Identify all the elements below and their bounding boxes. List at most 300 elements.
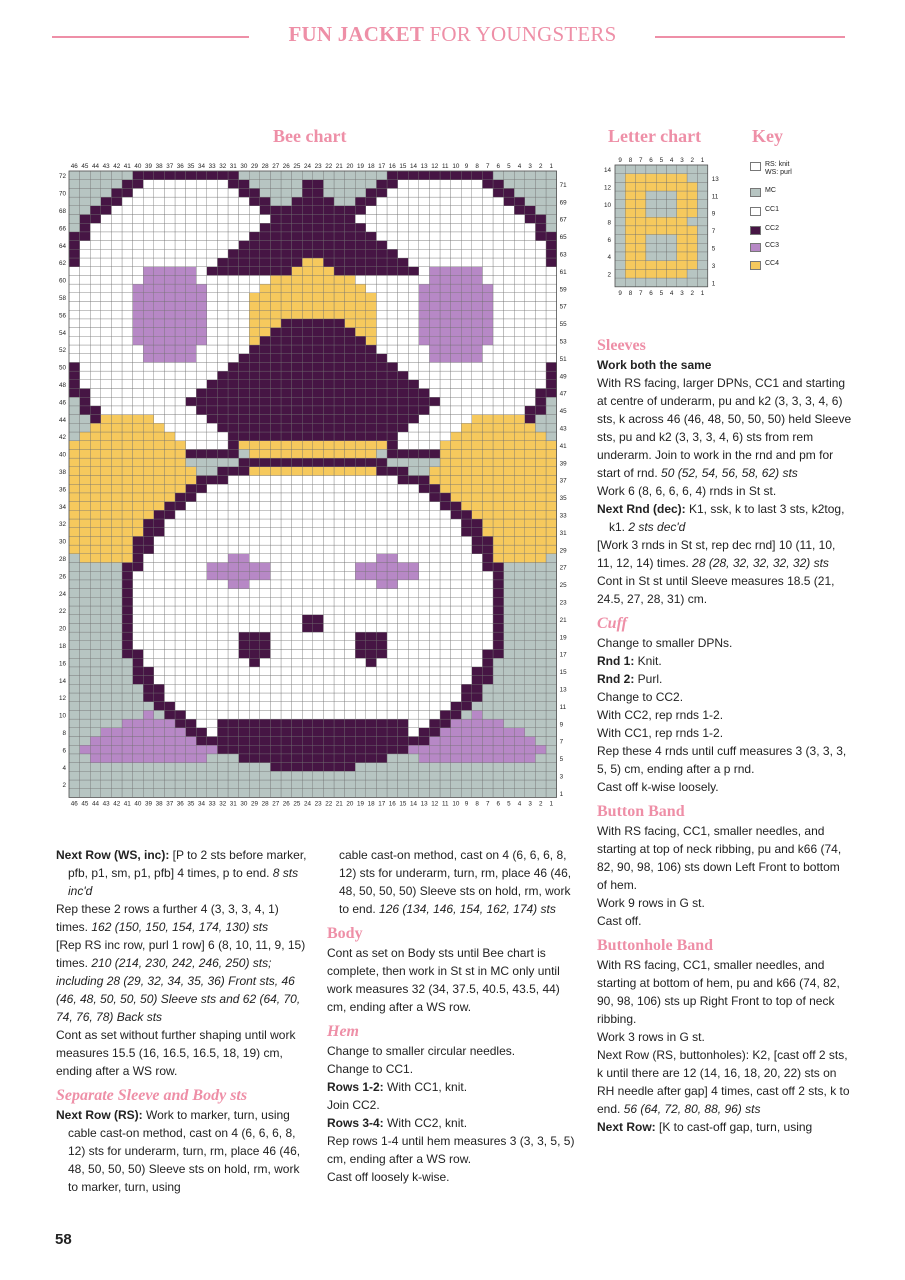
bee-cell	[514, 241, 525, 250]
bee-cell	[122, 728, 133, 737]
bee-cell	[260, 188, 271, 197]
bee-cell	[270, 319, 281, 328]
bee-cell	[535, 737, 546, 746]
bee-cell	[239, 293, 250, 302]
bee-cell	[228, 284, 239, 293]
bee-cell	[111, 354, 122, 363]
bee-cell	[270, 641, 281, 650]
bee-cell	[514, 528, 525, 537]
bee-cell	[281, 380, 292, 389]
bee-cell	[451, 545, 462, 554]
bee-cell	[175, 415, 186, 424]
bee-cell	[111, 171, 122, 180]
bee-cell	[101, 719, 112, 728]
rep2-result: 210 (214, 230, 242, 246, 250) sts; including 28 (29, 32, 34, 35, 36) Front sts, 46 (46, 48, 50, 50, 50) Sleeve sts and 62 (64, 70, 74, 76, 78) Back sts	[56, 956, 301, 1024]
bee-cell	[249, 589, 260, 598]
letter-cell	[677, 165, 687, 174]
bee-cell	[270, 745, 281, 754]
bee-cell	[398, 554, 409, 563]
bee-cell	[440, 267, 451, 276]
bee-cell	[323, 441, 334, 450]
bee-cell	[80, 719, 91, 728]
bee-cell	[313, 693, 324, 702]
bee-cell	[186, 545, 197, 554]
bee-cell	[302, 380, 313, 389]
bee-cell	[143, 415, 154, 424]
bee-cell	[493, 362, 504, 371]
bee-cell	[69, 667, 80, 676]
bee-cell	[143, 458, 154, 467]
bee-cell	[408, 397, 419, 406]
bee-cell	[419, 650, 430, 659]
bee-cell	[207, 249, 218, 258]
bee-cell	[482, 737, 493, 746]
bee-cell	[408, 771, 419, 780]
bee-cell	[239, 554, 250, 563]
rep1-result: 162 (150, 150, 154, 174, 130) sts	[91, 920, 269, 934]
bee-cell	[239, 397, 250, 406]
bee-cell	[313, 580, 324, 589]
bee-cell	[334, 319, 345, 328]
bee-cell	[69, 484, 80, 493]
bee-cell	[69, 380, 80, 389]
bee-cell	[408, 215, 419, 224]
bee-cell	[154, 223, 165, 232]
bee-cell	[355, 432, 366, 441]
bee-cell	[90, 789, 101, 798]
letter-row-number-right: 3	[711, 262, 716, 270]
letter-cell	[636, 191, 646, 200]
bee-cell	[355, 215, 366, 224]
bee-cell	[164, 188, 175, 197]
bee-cell	[429, 606, 440, 615]
bee-cell	[419, 632, 430, 641]
bee-cell	[302, 684, 313, 693]
bee-cell	[164, 650, 175, 659]
bee-cell	[260, 641, 271, 650]
bee-cell	[376, 615, 387, 624]
bee-cell	[535, 223, 546, 232]
bee-cell	[472, 484, 483, 493]
bee-col-number-bottom: 23	[314, 800, 322, 808]
bee-cell	[122, 345, 133, 354]
bee-cell	[186, 484, 197, 493]
bee-cell	[249, 728, 260, 737]
bee-cell	[355, 362, 366, 371]
right-column	[597, 330, 852, 1136]
bee-cell	[398, 563, 409, 572]
bee-cell	[504, 389, 515, 398]
bee-cell	[228, 641, 239, 650]
bee-cell	[525, 606, 536, 615]
bee-cell	[143, 371, 154, 380]
bee-cell	[154, 197, 165, 206]
bee-cell	[175, 476, 186, 485]
bee-cell	[313, 571, 324, 580]
bee-cell	[186, 267, 197, 276]
bee-cell	[451, 650, 462, 659]
bee-cell	[334, 606, 345, 615]
bee-cell	[355, 580, 366, 589]
bee-cell	[302, 249, 313, 258]
bee-cell	[249, 745, 260, 754]
bee-cell	[111, 302, 122, 311]
bee-cell	[196, 780, 207, 789]
bee-cell	[270, 284, 281, 293]
bee-cell	[355, 415, 366, 424]
bee-cell	[482, 615, 493, 624]
bee-cell	[376, 415, 387, 424]
bee-cell	[366, 275, 377, 284]
bee-cell	[398, 449, 409, 458]
bee-cell	[398, 354, 409, 363]
bee-cell	[186, 397, 197, 406]
bee-cell	[345, 241, 356, 250]
bee-cell	[504, 336, 515, 345]
bee-cell	[398, 241, 409, 250]
bee-cell	[249, 676, 260, 685]
bee-cell	[376, 171, 387, 180]
bee-cell	[472, 641, 483, 650]
bee-cell	[429, 171, 440, 180]
bee-cell	[440, 780, 451, 789]
bee-cell	[546, 223, 557, 232]
bee-cell	[398, 284, 409, 293]
bee-cell	[69, 580, 80, 589]
bee-cell	[90, 632, 101, 641]
bee-row-number-right: 13	[559, 686, 567, 694]
bee-cell	[80, 275, 91, 284]
bee-cell	[80, 171, 91, 180]
bee-cell	[546, 589, 557, 598]
bee-cell	[323, 423, 334, 432]
bee-row-number-left: 64	[58, 242, 66, 250]
bee-cell	[154, 249, 165, 258]
bee-cell	[504, 206, 515, 215]
bee-cell	[175, 519, 186, 528]
bee-cell	[313, 737, 324, 746]
bee-cell	[408, 371, 419, 380]
bee-cell	[154, 519, 165, 528]
bee-cell	[493, 310, 504, 319]
bee-cell	[398, 780, 409, 789]
bee-cell	[175, 232, 186, 241]
bee-cell	[355, 667, 366, 676]
bee-cell	[90, 397, 101, 406]
bee-cell	[270, 597, 281, 606]
bee-cell	[440, 302, 451, 311]
bee-cell	[525, 319, 536, 328]
bee-col-number-bottom: 13	[420, 800, 428, 808]
bee-col-number-top: 20	[346, 163, 354, 170]
bee-cell	[514, 754, 525, 763]
bee-cell	[69, 719, 80, 728]
bee-cell	[313, 710, 324, 719]
bee-cell	[302, 667, 313, 676]
bee-cell	[302, 745, 313, 754]
bee-cell	[90, 345, 101, 354]
bee-cell	[133, 763, 144, 772]
bee-cell	[143, 215, 154, 224]
letter-cell	[625, 243, 635, 252]
bee-cell	[101, 197, 112, 206]
bee-col-number-top: 37	[166, 163, 174, 170]
bee-cell	[111, 554, 122, 563]
bee-cell	[90, 658, 101, 667]
bee-cell	[80, 328, 91, 337]
bee-cell	[80, 519, 91, 528]
bee-cell	[207, 763, 218, 772]
bee-row-number-right: 7	[559, 738, 564, 746]
bee-cell	[175, 728, 186, 737]
rep1-text: Rep these 2 rows a further 4 (3, 3, 3, 4, 1) times.	[56, 902, 279, 934]
letter-cell	[677, 261, 687, 270]
bee-col-number-top: 8	[475, 163, 479, 170]
bee-cell	[281, 745, 292, 754]
bee-cell	[535, 449, 546, 458]
bee-cell	[292, 528, 303, 537]
bee-cell	[387, 493, 398, 502]
bee-cell	[249, 528, 260, 537]
bee-cell	[525, 362, 536, 371]
bee-cell	[154, 354, 165, 363]
bee-cell	[217, 293, 228, 302]
bee-cell	[111, 336, 122, 345]
bee-cell	[228, 449, 239, 458]
letter-col-number-top: 1	[700, 157, 705, 164]
bee-cell	[376, 554, 387, 563]
letter-cell	[697, 243, 707, 252]
bee-cell	[260, 710, 271, 719]
bee-cell	[292, 702, 303, 711]
bee-cell	[69, 632, 80, 641]
bee-cell	[270, 528, 281, 537]
bee-cell	[376, 510, 387, 519]
hem-line-7: Cast off loosely k-wise.	[327, 1170, 450, 1184]
bee-cell	[164, 780, 175, 789]
key-label-line: MC	[765, 187, 776, 194]
bee-cell	[186, 293, 197, 302]
bee-cell	[514, 180, 525, 189]
bee-cell	[122, 397, 133, 406]
bee-cell	[493, 536, 504, 545]
bee-cell	[186, 258, 197, 267]
bee-cell	[207, 371, 218, 380]
bee-cell	[143, 223, 154, 232]
bee-cell	[292, 789, 303, 798]
bee-cell	[504, 188, 515, 197]
bee-cell	[143, 328, 154, 337]
bee-cell	[292, 658, 303, 667]
bee-cell	[461, 536, 472, 545]
bee-cell	[122, 215, 133, 224]
bee-cell	[111, 180, 122, 189]
bee-cell	[249, 328, 260, 337]
bee-cell	[270, 667, 281, 676]
bee-cell	[249, 658, 260, 667]
bee-cell	[186, 476, 197, 485]
bee-cell	[323, 206, 334, 215]
bee-cell	[440, 423, 451, 432]
bee-cell	[514, 215, 525, 224]
bee-row-number-left: 32	[58, 521, 66, 529]
bee-cell	[196, 345, 207, 354]
bee-cell	[281, 336, 292, 345]
bee-cell	[355, 728, 366, 737]
bee-cell	[217, 215, 228, 224]
bee-cell	[270, 258, 281, 267]
bee-cell	[292, 632, 303, 641]
bee-cell	[101, 345, 112, 354]
bee-cell	[186, 710, 197, 719]
bee-cell	[345, 676, 356, 685]
bee-cell	[387, 249, 398, 258]
bee-cell	[366, 519, 377, 528]
bee-cell	[239, 745, 250, 754]
bee-cell	[101, 476, 112, 485]
bee-cell	[217, 336, 228, 345]
bee-cell	[376, 650, 387, 659]
letter-cell	[687, 269, 697, 278]
bee-cell	[525, 241, 536, 250]
bee-cell	[249, 302, 260, 311]
bee-cell	[270, 502, 281, 511]
bee-cell	[302, 563, 313, 572]
bee-cell	[461, 710, 472, 719]
bee-cell	[472, 676, 483, 685]
letter-cell	[667, 191, 677, 200]
bee-cell	[260, 449, 271, 458]
bee-cell	[122, 789, 133, 798]
bee-cell	[281, 406, 292, 415]
bee-cell	[472, 449, 483, 458]
bee-cell	[186, 241, 197, 250]
bee-cell	[451, 206, 462, 215]
bee-cell	[345, 754, 356, 763]
letter-row-number-right: 9	[711, 210, 716, 218]
bee-cell	[525, 780, 536, 789]
bee-cell	[535, 484, 546, 493]
bee-cell	[504, 319, 515, 328]
bee-cell	[111, 441, 122, 450]
bee-cell	[175, 563, 186, 572]
bee-cell	[419, 188, 430, 197]
letter-col-number-bottom: 4	[669, 289, 674, 297]
bee-cell	[217, 493, 228, 502]
bee-row-number-left: 22	[58, 608, 66, 616]
bee-cell	[143, 536, 154, 545]
bee-cell	[525, 284, 536, 293]
bee-cell	[154, 458, 165, 467]
bee-cell	[175, 780, 186, 789]
bee-cell	[281, 528, 292, 537]
bee-cell	[482, 476, 493, 485]
bb-2: Work 9 rows in G st.	[597, 896, 705, 910]
bee-cell	[323, 693, 334, 702]
bee-cell	[334, 728, 345, 737]
letter-col-number-top: 8	[628, 157, 633, 164]
cont-cast-on-result: 126 (134, 146, 154, 162, 174) sts	[379, 902, 556, 916]
bee-cell	[525, 249, 536, 258]
letter-cell	[667, 165, 677, 174]
bee-cell	[69, 571, 80, 580]
bee-cell	[249, 197, 260, 206]
bee-cell	[175, 528, 186, 537]
bee-cell	[239, 171, 250, 180]
bee-cell	[186, 206, 197, 215]
letter-cell	[677, 191, 687, 200]
bee-cell	[482, 397, 493, 406]
bee-cell	[440, 519, 451, 528]
bee-cell	[535, 589, 546, 598]
bee-cell	[175, 754, 186, 763]
bee-cell	[472, 693, 483, 702]
bee-cell	[366, 458, 377, 467]
bee-row-number-left: 62	[58, 260, 66, 268]
bee-cell	[461, 493, 472, 502]
bee-cell	[207, 171, 218, 180]
bee-cell	[408, 615, 419, 624]
bee-cell	[334, 623, 345, 632]
bee-cell	[451, 754, 462, 763]
bee-cell	[69, 188, 80, 197]
bee-cell	[111, 415, 122, 424]
bee-col-number-top: 11	[442, 163, 449, 170]
letter-cell	[677, 174, 687, 183]
bee-cell	[228, 458, 239, 467]
bee-cell	[101, 554, 112, 563]
bee-cell	[281, 389, 292, 398]
next-row-ws-result: 8 sts inc'd	[68, 866, 299, 898]
bee-cell	[270, 371, 281, 380]
bee-cell	[175, 676, 186, 685]
bee-cell	[493, 188, 504, 197]
bee-cell	[217, 658, 228, 667]
bee-cell	[461, 397, 472, 406]
bee-cell	[493, 275, 504, 284]
bee-cell	[302, 362, 313, 371]
bee-cell	[69, 302, 80, 311]
bee-cell	[398, 302, 409, 311]
bee-cell	[535, 623, 546, 632]
bee-cell	[535, 693, 546, 702]
bee-cell	[249, 362, 260, 371]
bee-cell	[387, 319, 398, 328]
bee-cell	[175, 423, 186, 432]
bee-cell	[535, 441, 546, 450]
bee-cell	[334, 302, 345, 311]
bee-cell	[249, 406, 260, 415]
bee-cell	[366, 310, 377, 319]
bee-cell	[175, 215, 186, 224]
bee-cell	[387, 536, 398, 545]
bee-cell	[408, 293, 419, 302]
bee-cell	[345, 719, 356, 728]
bee-cell	[249, 319, 260, 328]
bee-cell	[133, 206, 144, 215]
bee-cell	[111, 545, 122, 554]
bee-cell	[514, 197, 525, 206]
key-swatch	[750, 261, 761, 270]
bee-cell	[270, 389, 281, 398]
bee-cell	[514, 632, 525, 641]
bee-cell	[260, 310, 271, 319]
bee-cell	[472, 771, 483, 780]
bee-cell	[133, 484, 144, 493]
bee-cell	[482, 380, 493, 389]
bee-cell	[249, 467, 260, 476]
bee-cell	[398, 676, 409, 685]
